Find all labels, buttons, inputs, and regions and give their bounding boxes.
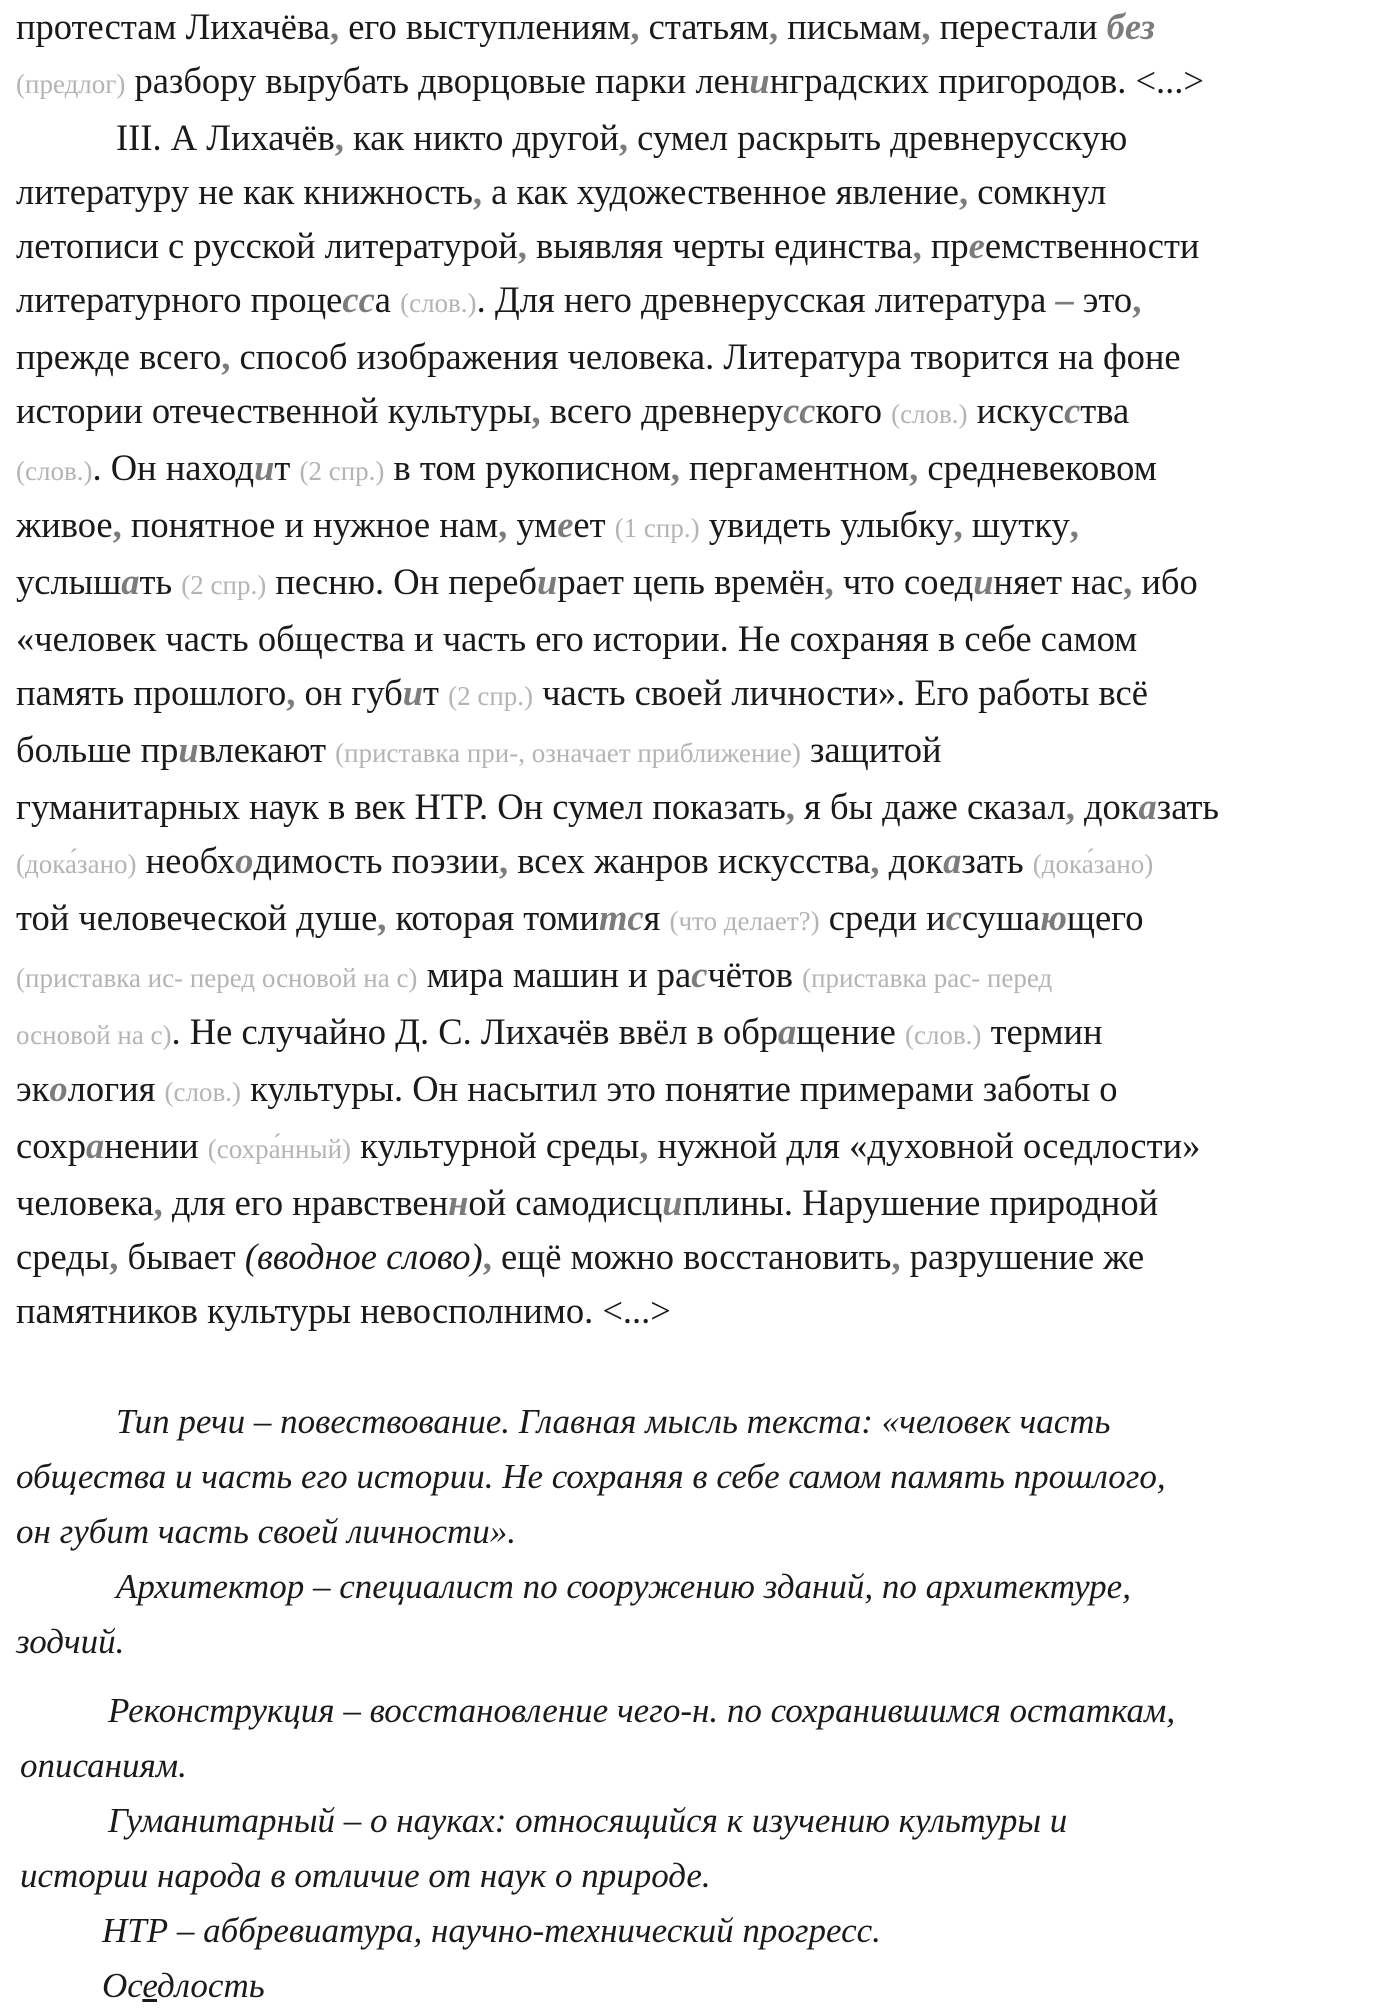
text: культуры. Он насытил это понятие примерами заботы о — [241, 1068, 1118, 1109]
text: его выступлениям — [339, 6, 631, 47]
highlight-letter: и — [402, 672, 424, 713]
text: защитой — [800, 729, 942, 770]
note-text: истории народа в отличие от наук о природе. — [20, 1856, 711, 1895]
note-line — [16, 1848, 1388, 1903]
highlight-letter: е — [557, 504, 574, 545]
annotation-note: (слов.) — [16, 456, 93, 486]
note-text: Архитектор – специалист по сооружению зданий, по архитектуре, — [116, 1567, 1131, 1606]
text: пр — [921, 225, 969, 266]
note-text: Тип речи – повествование. Главная мысль текста: «человек часть — [116, 1402, 1111, 1441]
text: сумел раскрыть древнерусскую — [628, 117, 1128, 158]
text: той человеческой душе — [16, 897, 378, 938]
text-line — [16, 948, 1388, 1005]
comma-mark: , — [472, 171, 482, 212]
note-text: Реконструкция – восстановление чего-н. по сохранившимся остаткам, — [108, 1691, 1176, 1730]
text: разбору вырубать дворцовые парки лен — [125, 60, 750, 101]
annotation-note: основой на с) — [16, 1020, 172, 1050]
highlight-letter: о — [49, 1068, 68, 1109]
text: гуманитарных наук в век НТР. Он сумел показать — [16, 786, 786, 827]
text: это — [1073, 279, 1133, 320]
comma-mark: , — [109, 1236, 119, 1277]
comma-mark: , — [517, 225, 527, 266]
highlight-letter: а — [943, 840, 962, 881]
comma-mark: , — [769, 6, 779, 47]
text: ой самодисц — [468, 1182, 663, 1223]
text: термин — [981, 1011, 1103, 1052]
text-line — [16, 891, 1388, 948]
text: выявляя черты единства — [526, 225, 913, 266]
comma-mark: , — [953, 504, 963, 545]
text-line — [16, 1062, 1388, 1119]
annotation-note: (приставка при-, означает приближение) — [335, 738, 801, 768]
comma-mark: , — [785, 786, 795, 827]
text: . Он наход — [92, 447, 255, 488]
text-line — [16, 666, 1388, 723]
text: часть своей личности». Его работы всё — [533, 672, 1148, 713]
annotation-note: (дока́зано) — [16, 849, 137, 879]
text-line — [16, 0, 1388, 54]
comma-mark: , — [670, 447, 680, 488]
highlight-letter: и — [749, 60, 770, 101]
text-line — [16, 1284, 1388, 1338]
text: литературного проце — [16, 279, 343, 320]
text-line — [16, 54, 1388, 111]
text: необх — [136, 840, 236, 881]
text: среды — [16, 1236, 110, 1277]
text: т — [274, 447, 300, 488]
comma-mark: , — [921, 6, 931, 47]
annotation-note: (приставка рас- перед — [802, 963, 1053, 993]
highlight-letter: а — [778, 1011, 797, 1052]
highlight-letter: н — [448, 1182, 469, 1223]
text-line — [16, 219, 1388, 273]
comma-mark: , — [618, 117, 629, 158]
annotation-note: (2 спр.) — [299, 456, 385, 486]
text: чётов — [707, 954, 803, 995]
text: нградских пригородов. <...> — [769, 60, 1205, 101]
text: мира машин и ра — [417, 954, 692, 995]
note-line — [16, 1958, 1388, 2013]
text: а как художественное явление — [482, 171, 959, 212]
comma-mark: , — [153, 1182, 163, 1223]
text: «человек часть общества и часть его истории. Не сохраняя в себе самом — [16, 618, 1138, 659]
text: которая томи — [386, 897, 599, 938]
dash-mark: – — [1055, 279, 1074, 320]
text-line — [16, 780, 1388, 834]
highlight-letter: и — [973, 561, 994, 602]
text-line — [16, 165, 1388, 219]
text-line — [16, 723, 1388, 780]
text: как никто другой — [343, 117, 619, 158]
comma-mark: , — [498, 840, 509, 881]
text: всех жанров искусства — [508, 840, 871, 881]
comma-mark: , — [1123, 561, 1133, 602]
text-line — [16, 555, 1388, 612]
text: эк — [16, 1068, 50, 1109]
text: т — [423, 672, 449, 713]
text: больше пр — [16, 729, 179, 770]
annotation-note: (что делает?) — [669, 906, 820, 936]
text: истории отечественной культуры — [16, 390, 532, 431]
highlight-letter: и — [662, 1182, 683, 1223]
comma-mark: , — [870, 840, 880, 881]
text: памятников культуры невосполнимо. <...> — [16, 1290, 671, 1331]
text: нении — [104, 1125, 208, 1166]
text-line — [16, 1119, 1388, 1176]
text-line — [16, 273, 1388, 330]
text: рает цепь времён — [557, 561, 825, 602]
highlight-letter: и — [254, 447, 275, 488]
text: шутку — [962, 504, 1070, 545]
comma-mark: , — [912, 225, 922, 266]
annotation-note: (2 спр.) — [448, 681, 534, 711]
note-text: НТР – аббревиатура, научно-технический прогресс. — [102, 1911, 881, 1950]
comma-mark: , — [1069, 504, 1079, 545]
highlight-word: без — [1106, 6, 1155, 47]
highlight-letter: с — [1064, 390, 1081, 431]
text: . Для него древнерусская литература — [476, 279, 1056, 320]
note-term — [16, 1966, 265, 2005]
text: логия — [67, 1068, 165, 1109]
highlight-letter: с — [691, 954, 708, 995]
text: нужной для «духовной оседлости» — [648, 1125, 1201, 1166]
text: щение — [796, 1011, 905, 1052]
text-line — [16, 1176, 1388, 1230]
annotation-note: (слов.) — [904, 1020, 982, 1050]
text: . Не случайно Д. С. Лихачёв ввёл в обр — [171, 1011, 779, 1052]
text: няет нас — [993, 561, 1124, 602]
comma-mark: , — [334, 117, 344, 158]
text-line — [16, 1230, 1388, 1284]
comma-mark: , — [1132, 279, 1142, 320]
text: бывает — [118, 1236, 245, 1277]
text: док — [879, 840, 944, 881]
note-line — [16, 1738, 1388, 1793]
note-text: описаниям. — [20, 1746, 187, 1785]
text: сомкнул — [968, 171, 1107, 212]
text: понятное и нужное нам — [121, 504, 499, 545]
text: пергаментном — [679, 447, 910, 488]
comma-mark: , — [531, 390, 541, 431]
highlight-letter: сс — [342, 279, 375, 320]
note-line — [16, 1394, 1388, 1449]
highlight-letter: с — [945, 897, 962, 938]
text-line — [16, 384, 1388, 441]
text: прежде всего — [16, 336, 222, 377]
text: ум — [507, 504, 558, 545]
highlight-letter: о — [235, 840, 254, 881]
highlight-letter: тс — [598, 897, 644, 938]
text: летописи с русской литературой — [16, 225, 518, 266]
annotation-note: (2 спр.) — [181, 570, 267, 600]
text-line — [16, 330, 1388, 384]
text: а — [374, 279, 401, 320]
stressed-letter: е — [142, 1966, 158, 2005]
note-line — [16, 1449, 1388, 1504]
text-line — [16, 498, 1388, 555]
note-line — [16, 1504, 1388, 1559]
text: в том рукописном — [384, 447, 671, 488]
highlight-letter: и — [178, 729, 199, 770]
highlight-letter: сс — [783, 390, 816, 431]
text: док — [1074, 786, 1139, 827]
comma-mark: , — [1065, 786, 1075, 827]
text: ть — [139, 561, 182, 602]
highlight-letter: а — [121, 561, 140, 602]
annotation-note: (сохра́нный) — [207, 1134, 352, 1164]
text: димость поэзии — [253, 840, 499, 881]
text-line — [16, 612, 1388, 666]
comma-mark: , — [958, 171, 969, 212]
highlight-letter: и — [537, 561, 558, 602]
main-text — [16, 0, 1388, 1338]
text: средневековом — [918, 447, 1157, 488]
text: тва — [1080, 390, 1130, 431]
text: живое — [16, 504, 113, 545]
note-text: зодчий. — [16, 1622, 125, 1661]
highlight-letter: а — [1138, 786, 1157, 827]
note-text: Ос — [102, 1966, 143, 2005]
note-text: общества и часть его истории. Не сохраняя в себе самом память прошлого, — [16, 1457, 1166, 1496]
text: что соед — [833, 561, 974, 602]
text-line — [16, 111, 1388, 165]
comma-mark: , — [639, 1125, 649, 1166]
annotation-note: (слов.) — [400, 288, 477, 318]
note-text: длость — [157, 1966, 265, 2005]
note-line — [16, 1683, 1388, 1738]
text: плины. Нарушение природной — [682, 1182, 1159, 1223]
annotation-note: (слов.) — [164, 1077, 241, 1107]
text: зать — [961, 840, 1033, 881]
comma-mark: , — [824, 561, 834, 602]
annotation-note: (предлог) — [16, 69, 126, 99]
text: среди и — [819, 897, 946, 938]
comma-mark: , — [891, 1236, 901, 1277]
text-line — [16, 1005, 1388, 1062]
comma-mark: , — [482, 1236, 492, 1277]
paragraph-1 — [16, 0, 1388, 111]
annotation-note: (слов.) — [891, 399, 968, 429]
comma-mark: , — [498, 504, 508, 545]
note-line — [16, 1793, 1388, 1848]
text: услыш — [16, 561, 122, 602]
text: он губ — [295, 672, 403, 713]
text: культурной среды — [351, 1125, 640, 1166]
text: влекают — [198, 729, 336, 770]
comma-mark: , — [329, 6, 340, 47]
text: увидеть улыбку — [699, 504, 954, 545]
text: ибо — [1132, 561, 1198, 602]
introductory-word-note: (вводное слово) — [244, 1236, 483, 1277]
comma-mark: , — [630, 6, 640, 47]
highlight-letter: а — [86, 1125, 105, 1166]
highlight-letter: е — [968, 225, 985, 266]
comma-mark: , — [286, 672, 296, 713]
text: сохр — [16, 1125, 87, 1166]
text: я — [643, 897, 670, 938]
comma-mark: , — [221, 336, 231, 377]
note-text: он губит часть своей личности». — [16, 1512, 517, 1551]
text: ещё можно восстановить — [491, 1236, 892, 1277]
text: литературу не как книжность — [16, 171, 473, 212]
comma-mark: , — [909, 447, 919, 488]
text: письмам — [778, 6, 922, 47]
annotation-note: (1 спр.) — [614, 513, 700, 543]
annotation-note: (приставка ис- перед основой на с) — [16, 963, 418, 993]
text: всего древнеру — [540, 390, 784, 431]
highlight-letter: ю — [1040, 897, 1067, 938]
text: человека — [16, 1182, 154, 1223]
annotation-note: (дока́зано) — [1032, 849, 1154, 879]
text: кого — [815, 390, 892, 431]
text-line — [16, 834, 1388, 891]
text: способ изображения человека. Литература творится на фоне — [230, 336, 1181, 377]
note-line — [16, 1559, 1388, 1614]
text: для его нравствен — [162, 1182, 449, 1223]
text: зать — [1156, 786, 1220, 827]
text: статьям — [639, 6, 770, 47]
text: разрушение же — [900, 1236, 1145, 1277]
note-line — [16, 1614, 1388, 1669]
text: искус — [967, 390, 1065, 431]
text: протестам Лихачёва — [16, 6, 330, 47]
paragraph-2 — [16, 111, 1388, 1338]
note-line — [16, 1903, 1388, 1958]
text: перестали — [930, 6, 1107, 47]
text: ет — [573, 504, 615, 545]
text: III. А Лихачёв — [116, 117, 335, 158]
text: емственности — [984, 225, 1200, 266]
notes-section — [16, 1394, 1388, 2013]
comma-mark: , — [377, 897, 387, 938]
comma-mark: , — [112, 504, 122, 545]
text: я бы даже сказал — [794, 786, 1066, 827]
text: песню. Он переб — [266, 561, 537, 602]
text: щего — [1066, 897, 1144, 938]
note-text: Гуманитарный – о науках: относящийся к изучению культуры и — [108, 1801, 1068, 1840]
text: память прошлого — [16, 672, 287, 713]
text: суша — [961, 897, 1041, 938]
text-line — [16, 441, 1388, 498]
